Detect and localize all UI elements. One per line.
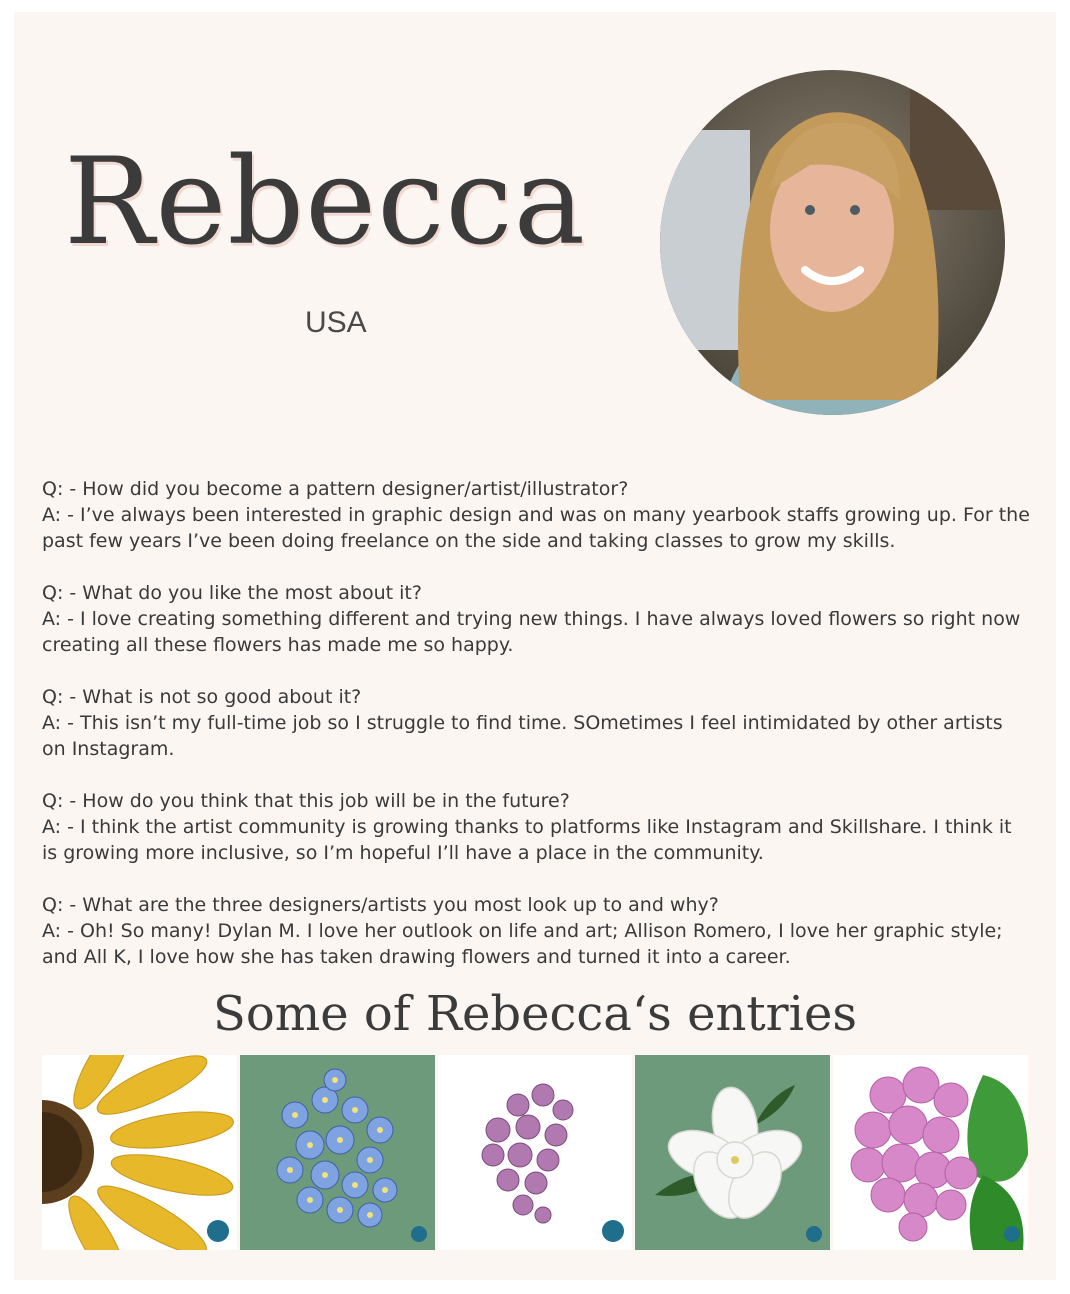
qa-block xyxy=(42,892,1032,970)
watermark-icon xyxy=(1004,1226,1020,1242)
qa-block xyxy=(42,580,1032,658)
question-text: Q: - What do you like the most about it? xyxy=(42,582,422,604)
question-text: Q: - How do you think that this job will be in the future? xyxy=(42,790,570,812)
entries-title: Some of Rebecca‘s entries xyxy=(212,986,858,1042)
entry-sunflower[interactable] xyxy=(42,1055,237,1250)
answer-text: A: - I think the artist community is growing thanks to platforms like Instagram and Skillshare. I think it is growing more inclusive, so I’m hopeful I’ll have a place in the community. xyxy=(42,816,1012,864)
answer-text: A: - I love creating something different and trying new things. I have always loved flowers so right now creating all these flowers has made me so happy. xyxy=(42,608,1021,656)
entry-forget-me-not[interactable] xyxy=(240,1055,435,1250)
question-text: Q: - What is not so good about it? xyxy=(42,686,362,708)
qa-block xyxy=(42,476,1032,554)
profile-name: Rebecca xyxy=(64,133,587,272)
answer-text: A: - Oh! So many! Dylan M. I love her outlook on life and art; Allison Romero, I love her graphic style; and All K, I love how she has taken drawing flowers and turned it into a career. xyxy=(42,920,1003,968)
question-text: Q: - How did you become a pattern designer/artist/illustrator? xyxy=(42,478,629,500)
entry-gardenia[interactable] xyxy=(635,1055,830,1250)
question-text: Q: - What are the three designers/artists you most look up to and why? xyxy=(42,894,719,916)
watermark-icon xyxy=(207,1220,229,1242)
entries-gallery xyxy=(42,1055,1028,1250)
interview-section xyxy=(42,476,1032,996)
answer-text: A: - This isn’t my full-time job so I struggle to find time. SOmetimes I feel intimidated by other artists on Instagram. xyxy=(42,712,1003,760)
entry-hydrangea[interactable] xyxy=(833,1055,1028,1250)
profile-country: USA xyxy=(305,306,367,339)
profile-photo xyxy=(660,70,1005,415)
qa-block xyxy=(42,788,1032,866)
answer-text: A: - I’ve always been interested in graphic design and was on many yearbook staffs growing up. For the past few years I’ve been doing freelance on the side and taking classes to grow my skills. xyxy=(42,504,1030,552)
qa-block xyxy=(42,684,1032,762)
entry-lilac[interactable] xyxy=(438,1055,633,1250)
watermark-icon xyxy=(411,1226,427,1242)
